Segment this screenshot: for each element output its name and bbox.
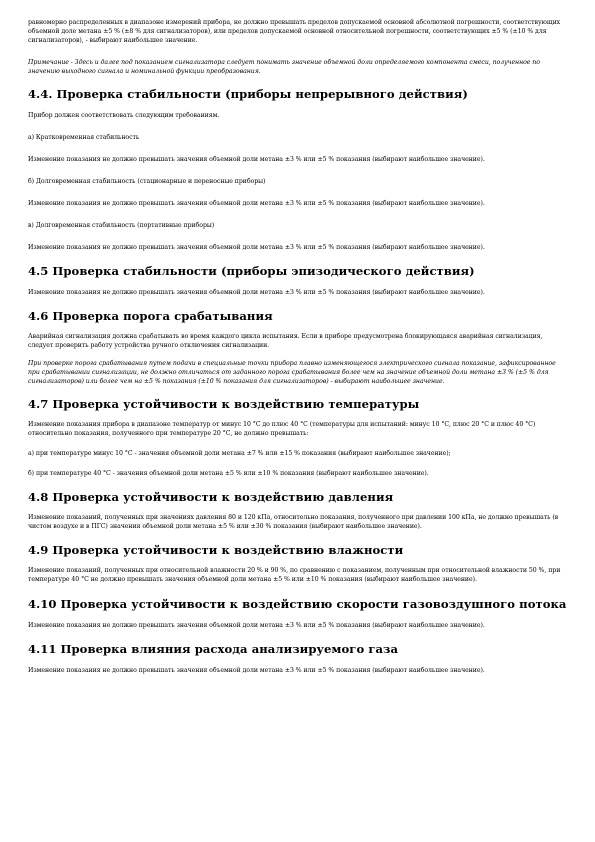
paragraph-4-5-text: Изменение показания не должно превышать значения объемной доли метана ±3 % или ±5 % показания (выбирают наибольшее значение).	[28, 289, 485, 296]
item-a-minus-10: а) при температуре минус 10 °С - значения объемной доли метана ±7 % или ±15 % показания (выбирают наибольшее значение);	[28, 450, 451, 457]
paragraph-requirements: Прибор должен соответствовать следующим требованиям.	[28, 112, 220, 119]
note-indication: Примечание - Здесь и далее под показанием сигнализатора следует понимать значение объемной доли определяемого компонента смеси, полученное по значению выходного сигнала и номинальной функции преобразования.	[28, 59, 540, 75]
paragraph-humidity: Изменение показаний, полученных при относительной влажности 20 % и 90 %, по сравнению с показанием, полученным при относительной влажности 50 %, при температуре 40 °С не должно превышать значения объемной доли метана ±5 % или ±10 % показания (выбирают наибольшее значение).	[28, 567, 561, 583]
heading-4-6: 4.6 Проверка порога срабатывания	[28, 309, 273, 323]
item-b-long-term: б) Долговременная стабильность (стационарные и переносные приборы)	[28, 178, 266, 185]
document-page	[28, 18, 568, 675]
heading-4-4: 4.4. Проверка стабильности (приборы непрерывного действия)	[28, 87, 468, 101]
paragraph-flow-speed: Изменение показания не должно превышать значения объемной доли метана ±3 % или ±5 % показания (выбирают наибольшее значение).	[28, 622, 485, 629]
item-a-short-term: а) Кратковременная стабильность	[28, 134, 140, 141]
paragraph-alarm: Аварийная сигнализация должна срабатывать во время каждого цикла испытания. Если в приборе предусмотрена блокирующаяся аварийная сигнализация, следует проверить работу устройства ручного отключения сигнализации.	[28, 333, 543, 349]
paragraph-temperature-range: Изменение показания прибора в диапазоне температур от минус 10 °С до плюс 40 °С (температуры для испытаний: минус 10 °С, плюс 20 °С и плюс 40 °С) относительно показания, полученного при температуре 20 °С, не должно превышать:	[28, 421, 536, 437]
paragraph-a-text: Изменение показания не должно превышать значения объемной доли метана ±3 % или ±5 % показания (выбирают наибольшее значение).	[28, 156, 485, 163]
item-c-long-term-portable: в) Долговременная стабильность (портативные приборы)	[28, 222, 215, 229]
heading-4-11: 4.11 Проверка влияния расхода анализируемого газа	[28, 642, 399, 656]
heading-4-9: 4.9 Проверка устойчивости к воздействию влажности	[28, 543, 404, 557]
heading-4-5: 4.5 Проверка стабильности (приборы эпизодического действия)	[28, 264, 475, 278]
paragraph-range-error: равномерно распределенных в диапазоне измерений прибора, не должно превышать пределов допускаемой основной абсолютной погрешности, соответствующих объемной доле метана ±5 % (±8 % для сигнализаторов), или пределов допускаемой основной относительной погрешности, соответствующих ±5 % (±10 % для сигнализаторов), - выбирают наибольшее значение.	[28, 19, 561, 44]
heading-4-7: 4.7 Проверка устойчивости к воздействию температуры	[28, 397, 420, 411]
paragraph-b-text: Изменение показания не должно превышать значения объемной доли метана ±3 % или ±5 % показания (выбирают наибольшее значение).	[28, 200, 485, 207]
item-b-plus-40: б) при температуре 40 °С - значения объемной доли метана ±5 % или ±10 % показания (выбирают наибольшее значение).	[28, 470, 429, 477]
paragraph-gas-flow: Изменение показания не должно превышать значения объемной доли метана ±3 % или ±5 % показания (выбирают наибольшее значение).	[28, 667, 485, 674]
heading-4-8: 4.8 Проверка устойчивости к воздействию давления	[28, 490, 394, 504]
paragraph-threshold-note: При проверке порога срабатывания путем подачи в специальные точки прибора плавно изменяющегося электрического сигнала показание, зафиксированное при срабатывании сигнализации, не должно отличаться от заданного порога срабатывания более чем на значение объемной доли метана ±3 % (±5 % для сигнализаторов) или более чем на ±5 % показания (±10 % показания для сигнализаторов) - выбирают наибольшее значение.	[28, 360, 556, 385]
paragraph-c-text: Изменение показания не должно превышать значения объемной доли метана ±3 % или ±5 % показания (выбирают наибольшее значение).	[28, 244, 485, 251]
heading-4-10: 4.10 Проверка устойчивости к воздействию скорости газовоздушного потока	[28, 597, 567, 611]
paragraph-pressure: Изменение показаний, полученных при значениях давления 80 и 120 кПа, относительно показания, полученного при давлении 100 кПа, не должно превышать (в чистом воздухе и в ПГС) значения объемной доли метана ±5 % или ±30 % показания (выбирают наибольшее значение).	[28, 514, 559, 530]
